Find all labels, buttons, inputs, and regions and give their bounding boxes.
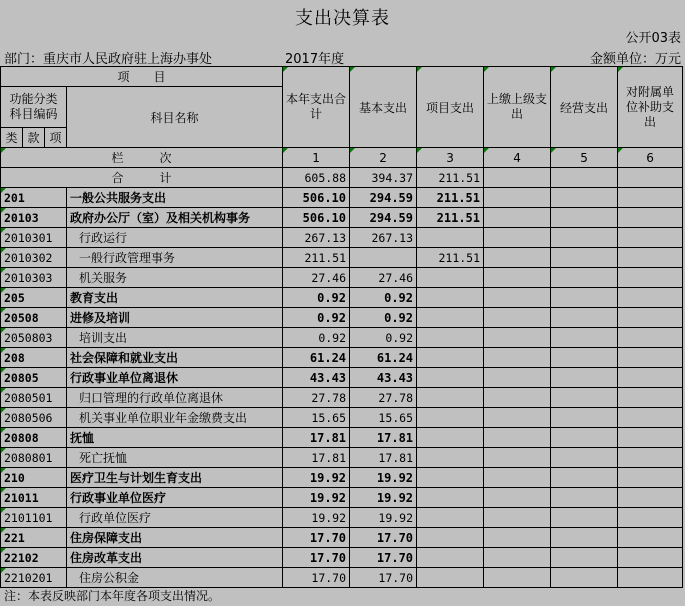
row-total[interactable]: 506.10 — [283, 188, 350, 208]
total-row — [1, 168, 683, 188]
row-subject-name[interactable]: 一般公共服务支出 — [67, 188, 283, 208]
row-subject-name[interactable]: 住房保障支出 — [67, 528, 283, 548]
row-subsidy[interactable] — [618, 368, 683, 388]
row-code[interactable]: 221 — [1, 528, 67, 548]
row-code[interactable]: 2080506 — [1, 408, 67, 428]
row-business[interactable] — [551, 448, 618, 468]
row-subject-name[interactable]: 一般行政管理事务 — [67, 248, 283, 268]
row-basic[interactable]: 15.65 — [350, 408, 417, 428]
row-project[interactable] — [417, 348, 484, 368]
col-num-2[interactable]: 2 — [350, 148, 417, 168]
row-total[interactable]: 61.24 — [283, 348, 350, 368]
row-subject-name[interactable]: 行政事业单位医疗 — [67, 488, 283, 508]
row-code[interactable]: 205 — [1, 288, 67, 308]
row-subject-name[interactable]: 政府办公厅（室）及相关机构事务 — [67, 208, 283, 228]
row-subject-name[interactable]: 进修及培训 — [67, 308, 283, 328]
row-project[interactable] — [417, 308, 484, 328]
row-upper[interactable] — [484, 568, 551, 588]
table-row — [1, 428, 683, 448]
header-lei[interactable]: 类 — [1, 128, 23, 148]
row-total[interactable]: 19.92 — [283, 488, 350, 508]
row-project[interactable] — [417, 228, 484, 248]
col-num-3[interactable]: 3 — [417, 148, 484, 168]
table-row — [1, 508, 683, 528]
row-total[interactable]: 17.70 — [283, 568, 350, 588]
row-business[interactable] — [551, 248, 618, 268]
row-subsidy[interactable] — [618, 568, 683, 588]
row-basic[interactable]: 27.78 — [350, 388, 417, 408]
row-business[interactable] — [551, 568, 618, 588]
row-project[interactable] — [417, 288, 484, 308]
table-row — [1, 228, 683, 248]
total-subsidy[interactable] — [618, 168, 683, 188]
row-business[interactable] — [551, 328, 618, 348]
row-subsidy[interactable] — [618, 248, 683, 268]
row-code[interactable]: 2101101 — [1, 508, 67, 528]
row-total[interactable]: 0.92 — [283, 308, 350, 328]
row-upper[interactable] — [484, 468, 551, 488]
row-basic[interactable]: 27.46 — [350, 268, 417, 288]
row-upper[interactable] — [484, 348, 551, 368]
row-total[interactable]: 17.70 — [283, 528, 350, 548]
row-total[interactable]: 0.92 — [283, 328, 350, 348]
row-project[interactable] — [417, 528, 484, 548]
row-subject-name[interactable]: 机关服务 — [67, 268, 283, 288]
table-row — [1, 528, 683, 548]
row-code[interactable]: 20508 — [1, 308, 67, 328]
unit-label: 金额单位：万元 — [589, 52, 681, 67]
row-code[interactable]: 210 — [1, 468, 67, 488]
row-subject-name[interactable]: 社会保障和就业支出 — [67, 348, 283, 368]
total-business[interactable] — [551, 168, 618, 188]
row-code[interactable]: 2010301 — [1, 228, 67, 248]
row-total[interactable]: 17.70 — [283, 548, 350, 568]
row-business[interactable] — [551, 528, 618, 548]
row-basic[interactable]: 19.92 — [350, 488, 417, 508]
row-upper[interactable] — [484, 328, 551, 348]
row-subject-name[interactable]: 住房公积金 — [67, 568, 283, 588]
row-total[interactable]: 211.51 — [283, 248, 350, 268]
table-row — [1, 388, 683, 408]
row-subject-name[interactable]: 医疗卫生与计划生育支出 — [67, 468, 283, 488]
column-number-row — [1, 148, 683, 168]
row-upper[interactable] — [484, 268, 551, 288]
table-title: 支出决算表 — [295, 8, 390, 29]
row-project[interactable] — [417, 428, 484, 448]
total-basic[interactable]: 394.37 — [350, 168, 417, 188]
row-project[interactable] — [417, 508, 484, 528]
row-subject-name[interactable]: 行政单位医疗 — [67, 508, 283, 528]
row-business[interactable] — [551, 228, 618, 248]
row-subject-name[interactable]: 机关事业单位职业年金缴费支出 — [67, 408, 283, 428]
row-subject-name[interactable]: 培训支出 — [67, 328, 283, 348]
row-code[interactable]: 2010302 — [1, 248, 67, 268]
row-subsidy[interactable] — [618, 548, 683, 568]
row-code[interactable]: 201 — [1, 188, 67, 208]
row-upper[interactable] — [484, 228, 551, 248]
expenditure-table — [0, 66, 683, 588]
row-subsidy[interactable] — [618, 488, 683, 508]
header-business[interactable]: 经营支出 — [551, 67, 618, 148]
row-code[interactable]: 20808 — [1, 428, 67, 448]
table-row — [1, 348, 683, 368]
row-basic[interactable]: 17.81 — [350, 448, 417, 468]
row-total[interactable]: 267.13 — [283, 228, 350, 248]
table-row — [1, 448, 683, 468]
col-num-5[interactable]: 5 — [551, 148, 618, 168]
header-xiang[interactable]: 项 — [45, 128, 67, 148]
header-total[interactable]: 本年支出合计 — [283, 67, 350, 148]
row-subsidy[interactable] — [618, 408, 683, 428]
table-row — [1, 208, 683, 228]
row-basic[interactable]: 294.59 — [350, 208, 417, 228]
row-basic[interactable]: 267.13 — [350, 228, 417, 248]
row-basic[interactable]: 294.59 — [350, 188, 417, 208]
footnote: 注：本表反映部门本年度各项支出情况。 — [4, 589, 221, 603]
table-row — [1, 188, 683, 208]
header-subsidy[interactable]: 对附属单位补助支出 — [618, 67, 683, 148]
row-subsidy[interactable] — [618, 508, 683, 528]
row-subject-name[interactable]: 住房改革支出 — [67, 548, 283, 568]
header-subject-name[interactable]: 科目名称 — [67, 87, 283, 148]
row-basic[interactable]: 0.92 — [350, 328, 417, 348]
row-total[interactable]: 17.81 — [283, 428, 350, 448]
table-row — [1, 268, 683, 288]
row-business[interactable] — [551, 408, 618, 428]
table-row — [1, 368, 683, 388]
col-num-4[interactable]: 4 — [484, 148, 551, 168]
row-business[interactable] — [551, 208, 618, 228]
row-basic[interactable]: 43.43 — [350, 368, 417, 388]
row-basic[interactable]: 17.70 — [350, 568, 417, 588]
row-total[interactable]: 15.65 — [283, 408, 350, 428]
row-project[interactable] — [417, 268, 484, 288]
table-row — [1, 568, 683, 588]
row-subsidy[interactable] — [618, 428, 683, 448]
row-business[interactable] — [551, 348, 618, 368]
row-basic[interactable]: 19.92 — [350, 468, 417, 488]
row-subsidy[interactable] — [618, 388, 683, 408]
table-row — [1, 248, 683, 268]
row-code[interactable]: 2080501 — [1, 388, 67, 408]
row-business[interactable] — [551, 388, 618, 408]
row-project[interactable] — [417, 408, 484, 428]
row-upper[interactable] — [484, 448, 551, 468]
row-business[interactable] — [551, 428, 618, 448]
row-basic[interactable]: 0.92 — [350, 288, 417, 308]
table-row — [1, 468, 683, 488]
col-num-1[interactable]: 1 — [283, 148, 350, 168]
row-business[interactable] — [551, 188, 618, 208]
row-code[interactable]: 22102 — [1, 548, 67, 568]
total-project[interactable]: 211.51 — [417, 168, 484, 188]
row-code[interactable]: 2010303 — [1, 268, 67, 288]
row-project[interactable]: 211.51 — [417, 188, 484, 208]
table-row — [1, 288, 683, 308]
row-subsidy[interactable] — [618, 468, 683, 488]
table-row — [1, 408, 683, 428]
row-subsidy[interactable] — [618, 348, 683, 368]
row-total[interactable]: 17.81 — [283, 448, 350, 468]
row-subsidy[interactable] — [618, 328, 683, 348]
row-business[interactable] — [551, 488, 618, 508]
row-project[interactable] — [417, 368, 484, 388]
row-code[interactable]: 20805 — [1, 368, 67, 388]
row-project[interactable] — [417, 568, 484, 588]
row-subject-name[interactable]: 教育支出 — [67, 288, 283, 308]
header-item[interactable]: 项 目 — [1, 67, 283, 87]
row-total[interactable]: 43.43 — [283, 368, 350, 388]
row-code[interactable]: 208 — [1, 348, 67, 368]
row-subsidy[interactable] — [618, 528, 683, 548]
year-label: 2017年度 — [285, 52, 345, 67]
row-code[interactable]: 2080801 — [1, 448, 67, 468]
row-upper[interactable] — [484, 208, 551, 228]
row-business[interactable] — [551, 368, 618, 388]
row-upper[interactable] — [484, 308, 551, 328]
row-project[interactable] — [417, 548, 484, 568]
row-total[interactable]: 27.78 — [283, 388, 350, 408]
row-subject-name[interactable]: 行政运行 — [67, 228, 283, 248]
row-basic[interactable]: 0.92 — [350, 308, 417, 328]
row-subsidy[interactable] — [618, 208, 683, 228]
total-label[interactable]: 合 计 — [1, 168, 283, 188]
row-total[interactable]: 0.92 — [283, 288, 350, 308]
row-upper[interactable] — [484, 368, 551, 388]
header-project[interactable]: 项目支出 — [417, 67, 484, 148]
row-upper[interactable] — [484, 528, 551, 548]
total-upper[interactable] — [484, 168, 551, 188]
header-func-code[interactable]: 功能分类科目编码 — [1, 87, 67, 128]
row-basic[interactable]: 19.92 — [350, 508, 417, 528]
table-row — [1, 548, 683, 568]
row-basic[interactable] — [350, 248, 417, 268]
row-upper[interactable] — [484, 248, 551, 268]
row-business[interactable] — [551, 268, 618, 288]
row-basic[interactable]: 61.24 — [350, 348, 417, 368]
row-business[interactable] — [551, 548, 618, 568]
total-total[interactable]: 605.88 — [283, 168, 350, 188]
row-subsidy[interactable] — [618, 268, 683, 288]
table-row — [1, 488, 683, 508]
row-subsidy[interactable] — [618, 228, 683, 248]
department-label: 部门：重庆市人民政府驻上海办事处 — [4, 52, 213, 67]
header-upper[interactable]: 上缴上级支出 — [484, 67, 551, 148]
row-project[interactable]: 211.51 — [417, 208, 484, 228]
row-subsidy[interactable] — [618, 448, 683, 468]
row-upper[interactable] — [484, 508, 551, 528]
lanci-label[interactable]: 栏 次 — [1, 148, 283, 168]
row-basic[interactable]: 17.70 — [350, 548, 417, 568]
row-total[interactable]: 27.46 — [283, 268, 350, 288]
row-upper[interactable] — [484, 408, 551, 428]
table-row — [1, 328, 683, 348]
row-subject-name[interactable]: 行政事业单位离退休 — [67, 368, 283, 388]
row-upper[interactable] — [484, 288, 551, 308]
header-row — [1, 67, 683, 87]
row-code[interactable]: 20103 — [1, 208, 67, 228]
row-project[interactable] — [417, 388, 484, 408]
row-code[interactable]: 21011 — [1, 488, 67, 508]
row-business[interactable] — [551, 308, 618, 328]
row-basic[interactable]: 17.81 — [350, 428, 417, 448]
row-project[interactable] — [417, 328, 484, 348]
row-subsidy[interactable] — [618, 308, 683, 328]
row-upper[interactable] — [484, 488, 551, 508]
row-total[interactable]: 506.10 — [283, 208, 350, 228]
row-upper[interactable] — [484, 388, 551, 408]
header-basic[interactable]: 基本支出 — [350, 67, 417, 148]
row-subsidy[interactable] — [618, 188, 683, 208]
row-business[interactable] — [551, 508, 618, 528]
row-subject-name[interactable]: 归口管理的行政单位离退休 — [67, 388, 283, 408]
row-project[interactable]: 211.51 — [417, 248, 484, 268]
table-row — [1, 308, 683, 328]
header-kuan[interactable]: 款 — [23, 128, 45, 148]
row-business[interactable] — [551, 468, 618, 488]
row-subject-name[interactable]: 抚恤 — [67, 428, 283, 448]
row-code[interactable]: 2050803 — [1, 328, 67, 348]
row-code[interactable]: 2210201 — [1, 568, 67, 588]
col-num-6[interactable]: 6 — [618, 148, 683, 168]
row-upper[interactable] — [484, 548, 551, 568]
row-subject-name[interactable]: 死亡抚恤 — [67, 448, 283, 468]
form-code: 公开03表 — [625, 31, 681, 46]
row-subsidy[interactable] — [618, 288, 683, 308]
row-project[interactable] — [417, 488, 484, 508]
row-total[interactable]: 19.92 — [283, 468, 350, 488]
row-basic[interactable]: 17.70 — [350, 528, 417, 548]
row-total[interactable]: 19.92 — [283, 508, 350, 528]
row-project[interactable] — [417, 448, 484, 468]
row-project[interactable] — [417, 468, 484, 488]
row-business[interactable] — [551, 288, 618, 308]
row-upper[interactable] — [484, 188, 551, 208]
row-upper[interactable] — [484, 428, 551, 448]
